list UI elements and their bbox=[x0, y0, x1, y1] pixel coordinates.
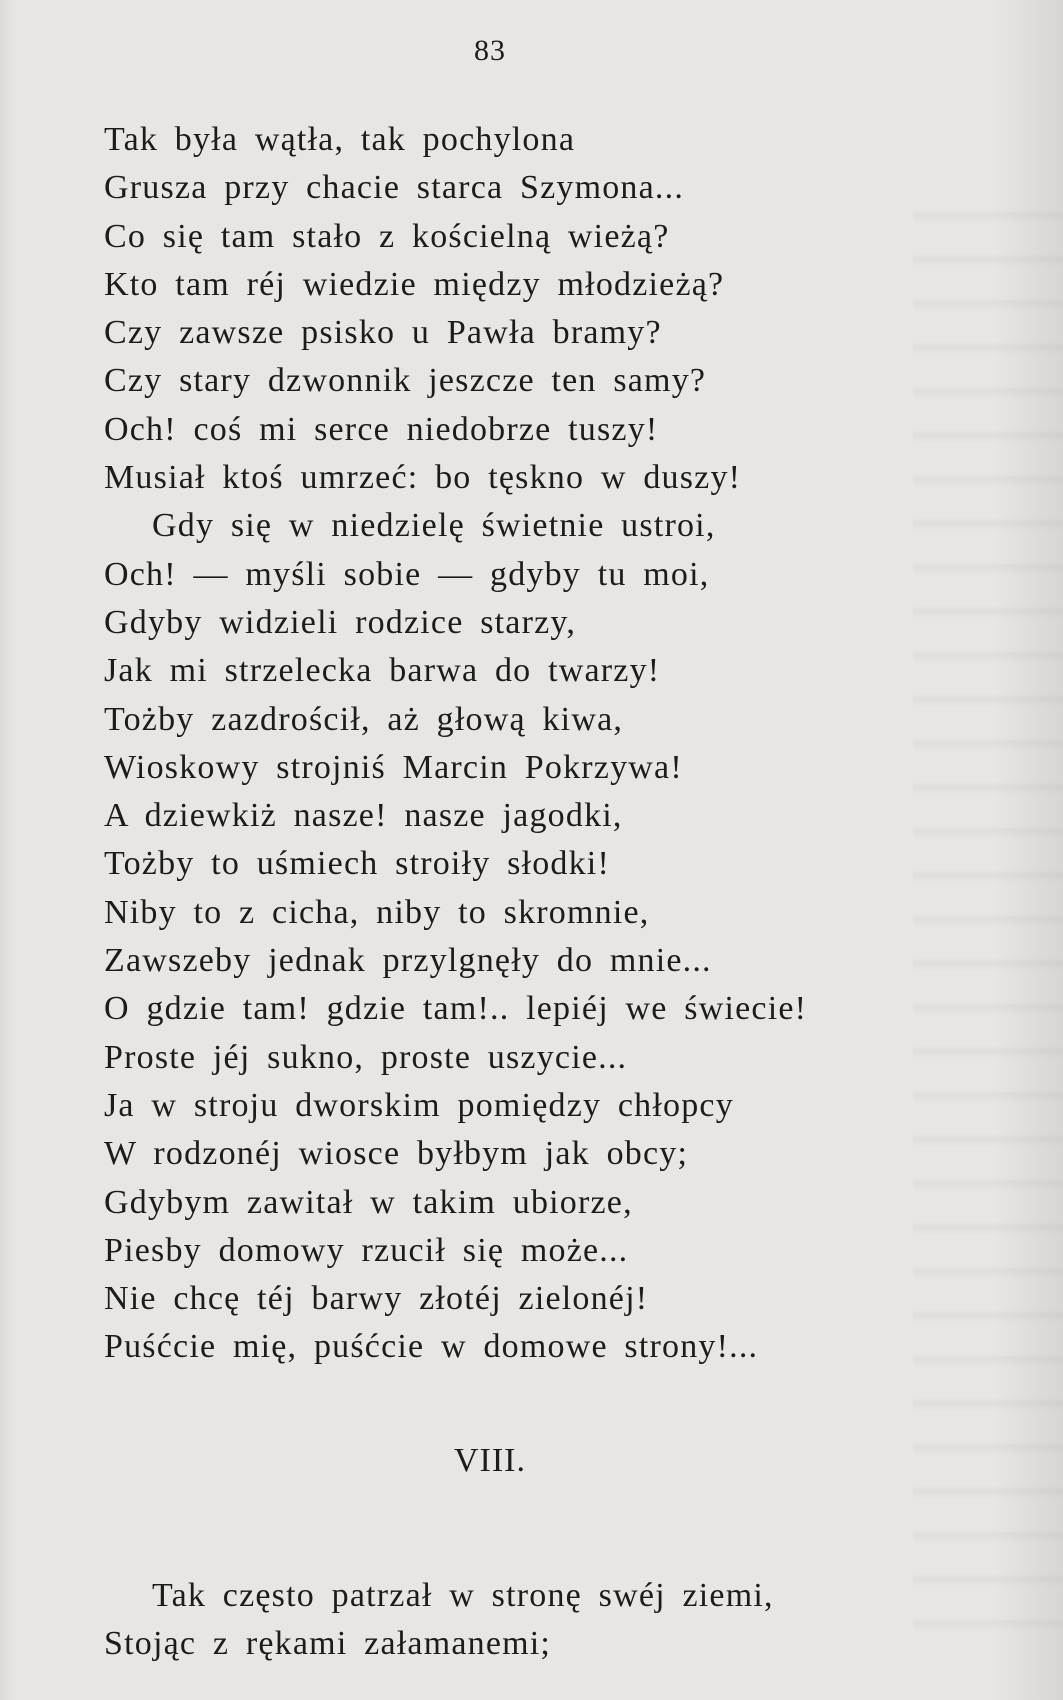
poem-line: W rodzonéj wiosce byłbym jak obcy; bbox=[104, 1135, 689, 1173]
poem-line: Puśćcie mię, puśćcie w domowe strony!... bbox=[104, 1328, 759, 1366]
poem-line: Nie chcę téj barwy złotéj zielonéj! bbox=[104, 1280, 649, 1318]
poem-line: Grusza przy chacie starca Szymona... bbox=[104, 169, 685, 207]
poem-line: Niby to z cicha, niby to skromnie, bbox=[104, 893, 650, 931]
poem-line: Tak była wątła, tak pochylona bbox=[104, 121, 576, 158]
poem-line: Jak mi strzelecka barwa do twarzy! bbox=[104, 652, 661, 690]
page-number: 83 bbox=[474, 34, 506, 67]
poem-stanza-1 bbox=[104, 116, 807, 1372]
section-heading: VIII. bbox=[453, 1442, 527, 1479]
poem-line: Gdybym zawitał w takim ubiorze, bbox=[104, 1183, 633, 1221]
bleed-through-shadow bbox=[913, 180, 1063, 1660]
poem-line: Zawszeby jednak przylgnęły do mnie... bbox=[104, 942, 712, 980]
poem-line: Tak często patrzał w stronę swéj ziemi, bbox=[152, 1577, 774, 1614]
poem-line: Piesby domowy rzucił się może... bbox=[104, 1231, 629, 1269]
poem-line: Och! — myśli sobie — gdyby tu moi, bbox=[104, 555, 710, 593]
poem-line: Proste jéj sukno, proste uszycie... bbox=[104, 1038, 628, 1076]
poem-stanza-2 bbox=[104, 1572, 774, 1669]
poem-line: Gdyby widzieli rodzice starzy, bbox=[104, 603, 577, 641]
poem-line: Och! coś mi serce niedobrze tuszy! bbox=[104, 410, 659, 448]
poem-line: Kto tam réj wiedzie między młodzieżą? bbox=[104, 265, 725, 303]
poem-line: Tożby zazdrościł, aż głową kiwa, bbox=[104, 700, 624, 738]
poem-line: Co się tam stało z kościelną wieżą? bbox=[104, 217, 670, 255]
poem-line: Wioskowy strojniś Marcin Pokrzywa! bbox=[104, 748, 683, 786]
poem-line: Tożby to uśmiech stroiły słodki! bbox=[104, 845, 610, 883]
poem-line: Gdy się w niedzielę świetnie ustroi, bbox=[152, 507, 716, 545]
poem-line: Czy stary dzwonnik jeszcze ten samy? bbox=[104, 362, 707, 400]
poem-line: Musiał ktoś umrzeć: bo tęskno w duszy! bbox=[104, 459, 742, 497]
poem-line: O gdzie tam! gdzie tam!.. lepiéj we świecie! bbox=[104, 990, 808, 1028]
poem-line: Stojąc z rękami załamanemi; bbox=[104, 1625, 552, 1663]
poem-line: Czy zawsze psisko u Pawła bramy? bbox=[104, 314, 662, 352]
poem-line: A dziewkiż nasze! nasze jagodki, bbox=[104, 797, 623, 835]
poem-line: Ja w stroju dworskim pomiędzy chłopcy bbox=[104, 1086, 734, 1124]
